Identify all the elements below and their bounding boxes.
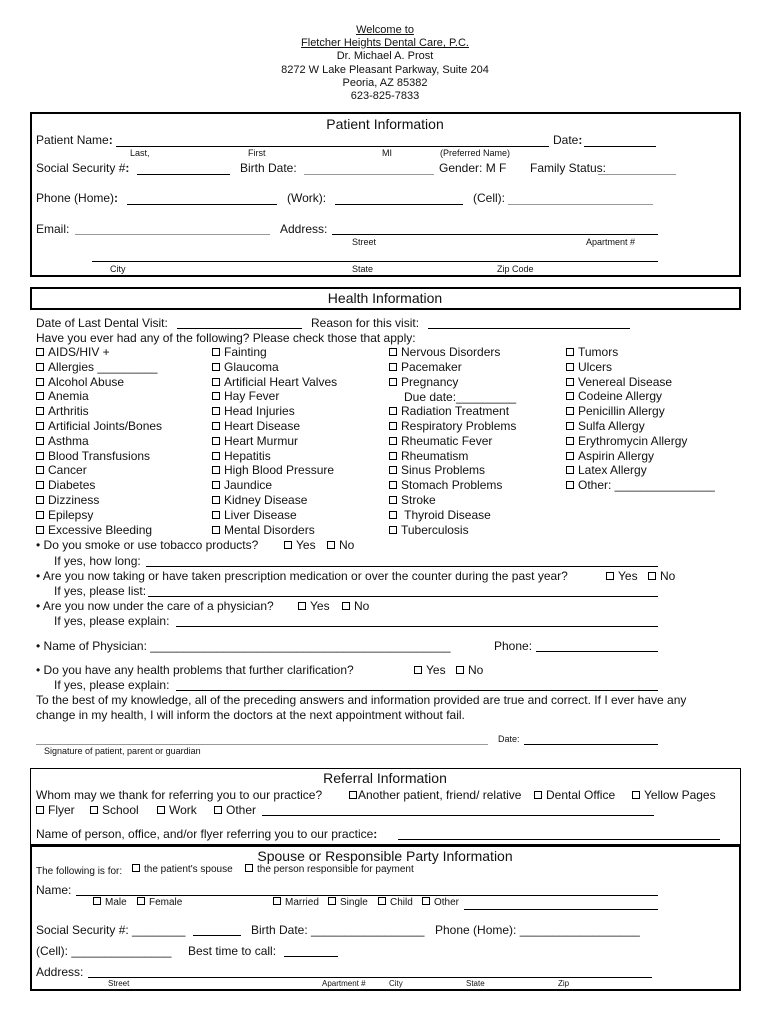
condition-option[interactable]: [389, 449, 468, 463]
following-for-label: The following is for:: [36, 866, 123, 877]
spouse-address-label: Address:: [36, 965, 84, 979]
condition-label: Other: _______________: [578, 478, 715, 493]
condition-option[interactable]: [389, 463, 485, 477]
condition-label: AIDS/HIV +: [48, 345, 110, 359]
referral-question: Whom may we thank for referring you to our practice?: [36, 788, 323, 802]
condition-option[interactable]: [389, 478, 502, 492]
mi-label: MI: [382, 148, 392, 158]
checkbox-icon: [566, 422, 574, 430]
checkbox-icon: [389, 437, 397, 445]
condition-option[interactable]: [36, 389, 89, 403]
practice-city: Peoria, AZ 85382: [342, 77, 428, 89]
spouse-cell-label: (Cell): _______________: [36, 944, 172, 958]
condition-label: Artificial Heart Valves: [224, 374, 338, 389]
checkbox-icon: [212, 511, 220, 519]
condition-label: Tumors: [578, 345, 619, 359]
condition-option[interactable]: [389, 345, 500, 359]
spouse-ssn-label: Social Security #: ________: [36, 923, 186, 937]
condition-label: Rheumatism: [401, 448, 469, 463]
condition-option[interactable]: [566, 419, 645, 433]
condition-label: Nervous Disorders: [401, 345, 501, 359]
birth-date-label: Birth Date:: [240, 161, 297, 175]
address-label: Address:: [280, 222, 328, 236]
clarify-explain-field[interactable]: [176, 690, 658, 691]
condition-option[interactable]: [566, 345, 618, 359]
welcome-text: Welcome to: [356, 24, 414, 36]
checkbox-icon: [36, 526, 44, 534]
condition-option[interactable]: [389, 434, 492, 448]
gender-label: Gender: M F: [439, 161, 507, 175]
condition-option[interactable]: [36, 523, 152, 537]
condition-option[interactable]: [36, 463, 87, 477]
condition-label: Codeine Allergy: [578, 389, 663, 404]
explain-label: If yes, please explain:: [54, 614, 170, 628]
signature-label: Signature of patient, parent or guardian: [44, 746, 201, 756]
condition-label: Liver Disease: [224, 507, 297, 522]
condition-option[interactable]: [36, 375, 124, 389]
condition-label: Hepatitis: [224, 448, 271, 463]
spouse-other-field[interactable]: [464, 909, 658, 910]
patient-name-label: Patient Name:: [36, 133, 113, 147]
checkbox-icon: [212, 363, 220, 371]
condition-label: Mental Disorders: [224, 522, 315, 537]
spouse-phone-label: Phone (Home): __________________: [435, 923, 640, 937]
checkbox-icon: [36, 363, 44, 371]
physician-phone-label: Phone:: [494, 639, 533, 653]
email-field[interactable]: [75, 234, 270, 235]
spouse-apt-label: Apartment #: [322, 979, 366, 988]
checkbox-icon: [389, 452, 397, 460]
physician-name-label: • Name of Physician: _____________________________________________: [36, 639, 451, 653]
married-option[interactable]: Married: [273, 897, 319, 908]
physician-explain-field[interactable]: [176, 626, 658, 627]
checkbox-icon: [137, 897, 145, 905]
condition-label: Ulcers: [578, 359, 613, 374]
spouse-state-label: State: [466, 979, 485, 988]
signature-date-label: Date:: [498, 734, 520, 744]
checkbox-icon: [349, 791, 357, 799]
reason-label: Reason for this visit:: [311, 316, 420, 330]
condition-option[interactable]: [212, 449, 271, 463]
spouse-name-label: Name:: [36, 883, 72, 897]
phone-home-field[interactable]: [127, 204, 277, 205]
condition-option[interactable]: [212, 389, 279, 403]
checkbox-icon: [36, 481, 44, 489]
condition-label: Respiratory Problems: [401, 419, 517, 433]
condition-label: Aspirin Allergy: [578, 448, 655, 463]
apartment-label: Apartment #: [586, 237, 636, 247]
date-field[interactable]: [584, 146, 656, 147]
checkbox-icon: [566, 452, 574, 460]
email-label: Email:: [36, 222, 70, 236]
phone-home-label: Phone (Home):: [36, 191, 119, 205]
physician-no-option[interactable]: No: [342, 599, 369, 613]
first-label: First: [248, 148, 266, 158]
condition-label: Arthritis: [48, 404, 89, 419]
condition-option[interactable]: [36, 434, 89, 448]
checkbox-icon: [632, 791, 640, 799]
condition-label: Sulfa Allergy: [578, 419, 645, 433]
condition-label: Asthma: [48, 433, 89, 448]
checkbox-icon: [389, 378, 397, 386]
checkbox-icon: [36, 452, 44, 460]
checkbox-icon: [342, 602, 350, 610]
condition-option[interactable]: [212, 404, 295, 418]
checkbox-icon: [212, 496, 220, 504]
condition-option[interactable]: [212, 478, 272, 492]
spouse-ssn-field[interactable]: [193, 935, 241, 936]
smoke-question: • Do you smoke or use tobacco products?: [36, 538, 259, 552]
condition-option[interactable]: [212, 463, 334, 477]
condition-option[interactable]: [36, 449, 150, 463]
street-label: Street: [352, 237, 377, 247]
family-status-label: Family Status:: [530, 161, 607, 175]
smoke-no-option[interactable]: No: [327, 538, 354, 552]
best-time-label: Best time to call:: [188, 944, 277, 958]
checkbox-icon: [132, 864, 140, 872]
condition-label: Kidney Disease: [224, 493, 308, 507]
checkbox-icon: [566, 378, 574, 386]
checkbox-icon: [212, 437, 220, 445]
condition-option[interactable]: [212, 434, 298, 448]
condition-option[interactable]: [389, 493, 436, 507]
checkbox-icon: [273, 897, 281, 905]
condition-label: Fainting: [224, 345, 267, 359]
checkbox-icon: [566, 407, 574, 415]
signature-date-field[interactable]: [524, 744, 658, 745]
ssn-field[interactable]: [137, 174, 230, 175]
street-field[interactable]: [332, 234, 658, 235]
condition-option[interactable]: [212, 523, 315, 537]
explain-label-2: If yes, please explain:: [54, 678, 170, 692]
ssn-label: Social Security #:: [36, 161, 130, 175]
single-option[interactable]: Single: [328, 897, 368, 908]
condition-label: Excessive Bleeding: [48, 522, 153, 537]
health-info-title: Health Information: [327, 290, 443, 306]
condition-label: Heart Disease: [224, 419, 301, 433]
referral-patient-option[interactable]: Another patient, friend/ relative: [349, 788, 521, 802]
medication-question: • Are you now taking or have taken prescription medication or over the counter during the past year?: [36, 569, 568, 583]
condition-label: Sinus Problems: [401, 463, 486, 478]
condition-option[interactable]: [389, 404, 509, 418]
referral-yellow-pages-option[interactable]: Yellow Pages: [632, 788, 716, 802]
checkbox-icon: [212, 348, 220, 356]
checkbox-icon: [36, 392, 44, 400]
physician-question: • Are you now under the care of a physician?: [36, 599, 274, 613]
checkbox-icon: [327, 541, 335, 549]
checkbox-icon: [422, 897, 430, 905]
condition-option[interactable]: [36, 508, 93, 522]
condition-label: Venereal Disease: [578, 374, 673, 389]
condition-label: Allergies _________: [48, 359, 158, 374]
checkbox-icon: [566, 348, 574, 356]
condition-option[interactable]: [566, 478, 715, 492]
clarify-no-option[interactable]: No: [456, 663, 483, 677]
condition-option[interactable]: [566, 360, 612, 374]
child-option[interactable]: Child: [378, 897, 413, 908]
referral-dental-office-option[interactable]: Dental Office: [534, 788, 615, 802]
condition-option[interactable]: [566, 375, 672, 389]
preferred-label: (Preferred Name): [440, 148, 511, 158]
zip-label: Zip Code: [497, 264, 534, 274]
spouse-address-field[interactable]: [88, 977, 652, 978]
responsible-option[interactable]: the person responsible for payment: [245, 864, 414, 875]
condition-option[interactable]: [36, 345, 110, 359]
condition-option[interactable]: [389, 523, 469, 537]
checkbox-icon: [212, 422, 220, 430]
condition-option[interactable]: [566, 434, 687, 448]
checkbox-icon: [389, 363, 397, 371]
checkbox-icon: [566, 481, 574, 489]
referral-work-option[interactable]: Work: [157, 803, 197, 817]
condition-label: Rheumatic Fever: [401, 433, 493, 448]
checkbox-icon: [245, 864, 253, 872]
last-label: Last,: [130, 148, 150, 158]
doctor-name: Dr. Michael A. Prost: [336, 50, 434, 62]
last-visit-field[interactable]: [177, 328, 302, 329]
checkbox-icon: [36, 496, 44, 504]
condition-label: Tuberculosis: [401, 522, 469, 537]
condition-label: Penicillin Allergy: [578, 404, 665, 419]
spouse-option[interactable]: the patient's spouse: [132, 864, 233, 875]
checkbox-icon: [389, 348, 397, 356]
checkbox-icon: [606, 572, 614, 580]
checkbox-icon: [157, 806, 165, 814]
checkbox-icon: [212, 407, 220, 415]
condition-option[interactable]: [212, 508, 297, 522]
checkbox-icon: [389, 526, 397, 534]
last-visit-label: Date of Last Dental Visit:: [36, 316, 168, 330]
referral-school-option[interactable]: School: [90, 803, 139, 817]
condition-label: Jaundice: [224, 478, 273, 493]
condition-option[interactable]: [36, 360, 157, 374]
checkbox-icon: [648, 572, 656, 580]
patient-info-title: Patient Information: [326, 116, 444, 132]
male-option[interactable]: Male: [93, 897, 127, 908]
condition-label: Pacemaker: [401, 359, 462, 374]
checkbox-icon: [212, 481, 220, 489]
condition-option[interactable]: [212, 345, 267, 359]
checkbox-icon: [212, 466, 220, 474]
checkbox-icon: [90, 806, 98, 814]
state-label: State: [352, 264, 374, 274]
condition-label: Alcohol Abuse: [48, 374, 125, 389]
condition-label: Latex Allergy: [578, 463, 647, 478]
checkbox-icon: [36, 437, 44, 445]
referral-flyer-option[interactable]: Flyer: [36, 803, 75, 817]
checkbox-icon: [328, 897, 336, 905]
cell-phone-field[interactable]: [508, 204, 653, 205]
condition-label: Glaucoma: [224, 359, 279, 374]
best-time-field[interactable]: [284, 956, 338, 957]
condition-label: Erythromycin Allergy: [578, 433, 688, 448]
checkbox-icon: [284, 541, 292, 549]
physician-yes-option[interactable]: Yes: [298, 599, 330, 613]
practice-name: Fletcher Heights Dental Care, P.C.: [301, 37, 469, 49]
clarify-question: • Do you have any health problems that further clarification?: [36, 663, 354, 677]
checkbox-icon: [36, 378, 44, 386]
condition-label: Epilepsy: [48, 507, 94, 522]
spouse-birth-label: Birth Date: _________________: [251, 923, 425, 937]
condition-label: Anemia: [48, 389, 89, 404]
practice-address: 8272 W Lake Pleasant Parkway, Suite 204: [281, 64, 489, 76]
cell-label: (Cell):: [473, 191, 505, 205]
clarify-yes-option[interactable]: Yes: [414, 663, 446, 677]
condition-option[interactable]: [389, 419, 516, 433]
checkbox-icon: [36, 466, 44, 474]
birth-date-field[interactable]: [304, 174, 434, 175]
condition-option[interactable]: [566, 463, 647, 477]
checkbox-icon: [389, 466, 397, 474]
checkbox-icon: [36, 806, 44, 814]
spouse-zip-label: Zip: [558, 979, 570, 988]
statement-line-1: To the best of my knowledge, all of the preceding answers and information provided are true and correct. If I ever have any: [36, 693, 687, 707]
family-status-field[interactable]: [598, 174, 676, 175]
physician-phone-field[interactable]: [536, 651, 658, 652]
condition-label: Stomach Problems: [401, 478, 503, 493]
condition-option[interactable]: [389, 375, 458, 389]
condition-option[interactable]: [212, 360, 279, 374]
checkbox-icon: [36, 511, 44, 519]
checkbox-icon: [389, 496, 397, 504]
referral-title: Referral Information: [323, 770, 447, 786]
checkbox-icon: [566, 437, 574, 445]
checkbox-icon: [389, 511, 397, 519]
checkbox-icon: [389, 481, 397, 489]
condition-option[interactable]: [566, 404, 665, 418]
checkbox-icon: [212, 452, 220, 460]
date-label: Date:: [553, 133, 583, 147]
condition-option[interactable]: [36, 419, 162, 433]
condition-option[interactable]: [389, 508, 491, 522]
condition-label: Thyroid Disease: [401, 507, 491, 522]
checkbox-icon: [378, 897, 386, 905]
city-label: City: [110, 264, 126, 274]
how-long-field[interactable]: [146, 566, 658, 567]
reason-field[interactable]: [428, 328, 630, 329]
checkbox-icon: [534, 791, 542, 799]
checkbox-icon: [93, 897, 101, 905]
condition-option[interactable]: [36, 493, 99, 507]
condition-option[interactable]: [212, 493, 307, 507]
checkbox-icon: [212, 378, 220, 386]
list-label: If yes, please list:: [54, 584, 147, 598]
condition-label: High Blood Pressure: [224, 463, 335, 478]
spouse-city-label: City: [389, 979, 403, 988]
checkbox-icon: [389, 422, 397, 430]
checkbox-icon: [36, 422, 44, 430]
condition-label: Diabetes: [48, 478, 96, 493]
condition-option[interactable]: [36, 478, 95, 492]
referrer-name-field[interactable]: [398, 839, 720, 840]
signature-field[interactable]: [36, 744, 488, 745]
checkbox-icon: [389, 407, 397, 415]
checkbox-icon: [566, 392, 574, 400]
referral-other-option[interactable]: Other: [214, 803, 256, 817]
checkbox-icon: [566, 466, 574, 474]
medication-list-field[interactable]: [148, 596, 658, 597]
patient-info-box: [30, 112, 741, 277]
spouse-title: Spouse or Responsible Party Information: [257, 848, 513, 864]
checkbox-icon: [566, 363, 574, 371]
condition-label: Stroke: [401, 493, 436, 507]
spouse-street-label: Street: [108, 979, 130, 988]
condition-option[interactable]: [389, 360, 462, 374]
condition-label: Heart Murmur: [224, 433, 299, 448]
other-option[interactable]: Other: [422, 897, 459, 908]
condition-label: Head Injuries: [224, 404, 295, 419]
how-long-label: If yes, how long:: [54, 554, 141, 568]
condition-label: Cancer: [48, 463, 87, 478]
referrer-name-label: Name of person, office, and/or flyer referring you to our practice:: [36, 827, 378, 841]
checkbox-icon: [212, 526, 220, 534]
practice-phone: 623-825-7833: [350, 90, 420, 102]
condition-label: Hay Fever: [224, 389, 280, 404]
due-date-label: Due date:_________: [404, 390, 517, 404]
work-label: (Work):: [287, 191, 327, 205]
condition-option[interactable]: [36, 404, 89, 418]
checkbox-icon: [456, 666, 464, 674]
condition-option[interactable]: [212, 419, 300, 433]
smoke-yes-option[interactable]: Yes: [284, 538, 316, 552]
condition-label: Radiation Treatment: [401, 404, 510, 419]
meds-yes-option[interactable]: Yes: [606, 569, 638, 583]
patient-name-field[interactable]: [116, 146, 549, 147]
spouse-name-field[interactable]: [76, 895, 658, 896]
female-option[interactable]: Female: [137, 897, 182, 908]
condition-label: Dizziness: [48, 493, 100, 507]
condition-option[interactable]: [212, 375, 337, 389]
condition-option[interactable]: [566, 449, 654, 463]
conditions-intro: Have you ever had any of the following? Please check those that apply:: [36, 331, 416, 345]
checkbox-icon: [414, 666, 422, 674]
condition-option[interactable]: [566, 389, 662, 403]
statement-line-2: change in my health, I will inform the doctors at the next appointment without fail.: [36, 708, 465, 722]
work-phone-field[interactable]: [335, 204, 463, 205]
meds-no-option[interactable]: No: [648, 569, 675, 583]
checkbox-icon: [214, 806, 222, 814]
checkbox-icon: [212, 392, 220, 400]
checkbox-icon: [36, 348, 44, 356]
checkbox-icon: [298, 602, 306, 610]
referral-other-field[interactable]: [262, 815, 654, 816]
condition-label: Artificial Joints/Bones: [48, 419, 163, 433]
checkbox-icon: [36, 407, 44, 415]
condition-label: Pregnancy: [401, 374, 459, 389]
city-state-zip-field[interactable]: [92, 261, 658, 262]
condition-label: Blood Transfusions: [48, 448, 151, 463]
